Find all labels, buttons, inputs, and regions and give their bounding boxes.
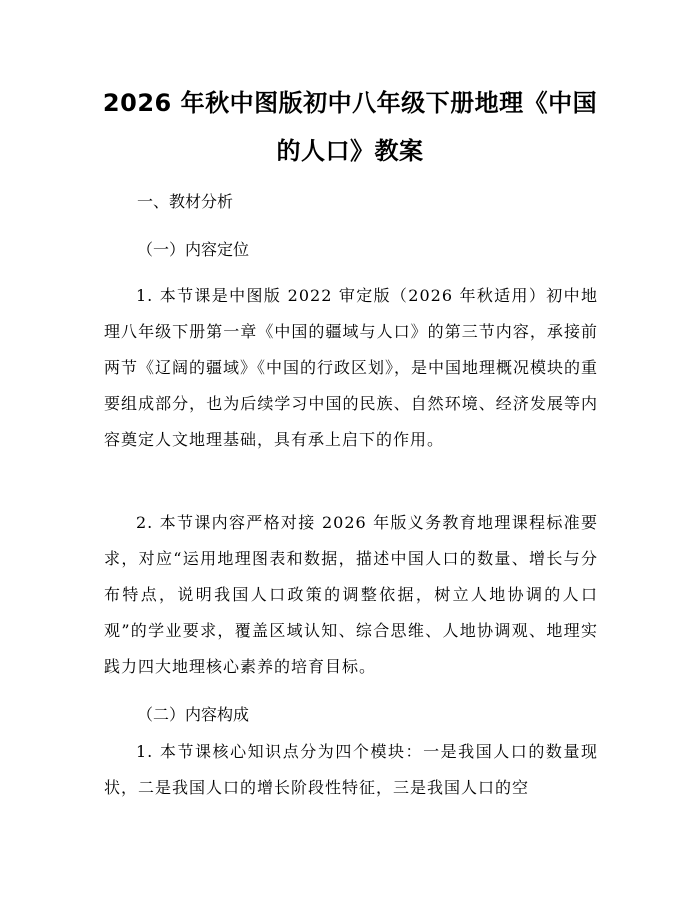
subsection-heading-content-structure: （二）内容构成 (137, 705, 250, 724)
subsection-heading-content-positioning: （一）内容定位 (137, 240, 250, 259)
paragraph-2: 2. 本节课内容严格对接 2026 年版义务教育地理课程标准要求，对应“运用地理图表和数据，描述中国人口的数量、增长与分布特点，说明我国人口政策的调整依据，树立人地协调的人口观”的学业要求，覆盖区域认知、综合思维、人地协调观、地理实践力四大地理核心素养的培育目标。 (104, 513, 598, 676)
document-title-line-2: 的人口》教案 (276, 137, 424, 165)
section-heading-materials-analysis: 一、教材分析 (137, 192, 234, 211)
document-title-line-1: 2026 年秋中图版初中八年级下册地理《中国 (102, 89, 598, 117)
paragraph-1: 1. 本节课是中图版 2022 审定版（2026 年秋适用）初中地理八年级下册第一章《中国的疆域与人口》的第三节内容，承接前两节《辽阔的疆域》《中国的行政区划》，是中国地理概况模块的重要组成部分，也为后续学习中国的民族、自然环境、经济发展等内容奠定人文地理基础，具有承上启下的作用。 (104, 286, 599, 449)
paragraph-3: 1. 本节课核心知识点分为四个模块：一是我国人口的数量现状，二是我国人口的增长阶段性特征，三是我国人口的空 (104, 742, 598, 797)
